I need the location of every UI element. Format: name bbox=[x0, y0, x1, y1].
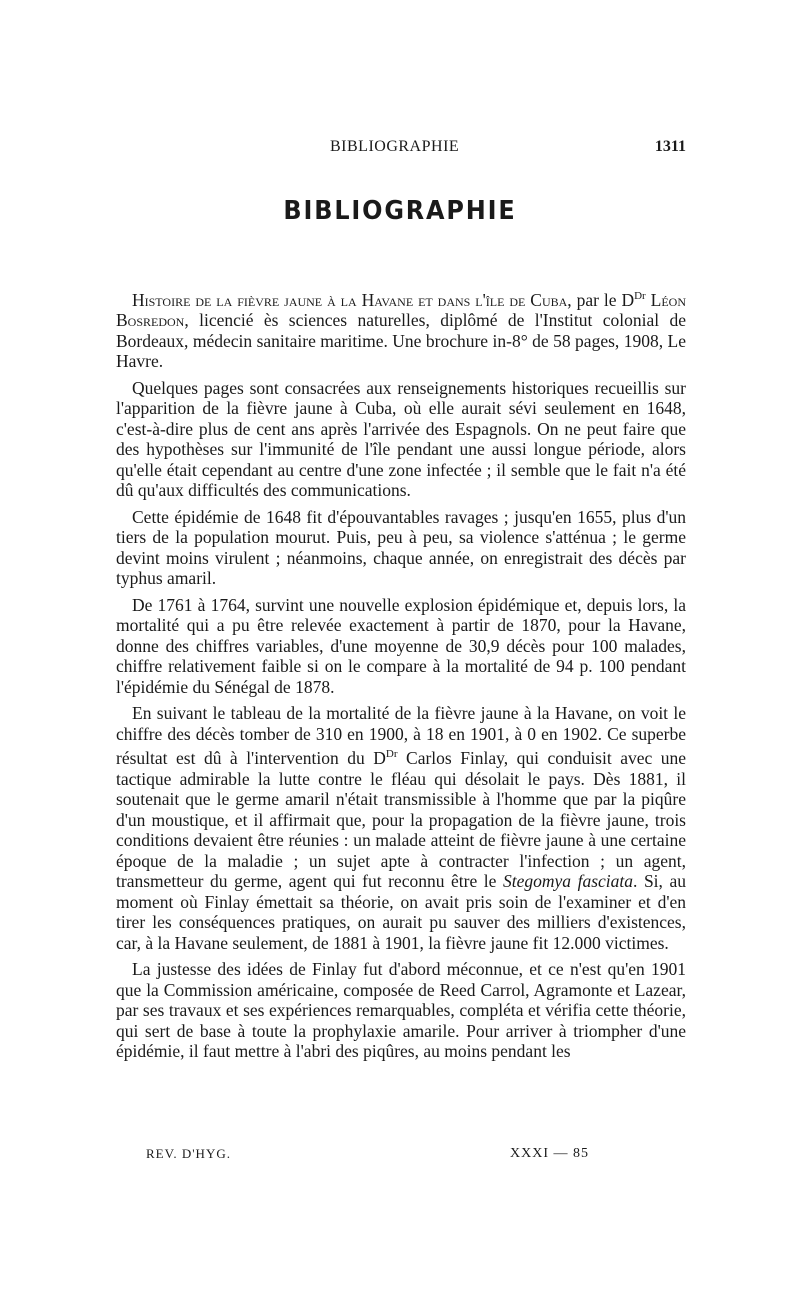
book-title: Histoire de la fièvre jaune à la Havane et dans l'île de Cuba bbox=[132, 289, 568, 310]
entry-details: , licencié ès sciences naturelles, diplômé de l'Institut colonial de Bordeaux, médecin sanitaire maritime. Une brochure in-8° de 58 pages, 1908, Le Havre. bbox=[116, 310, 686, 372]
entry-by: , par le bbox=[567, 289, 622, 310]
bibliographic-entry bbox=[116, 286, 686, 372]
paragraph-4-part-a: En suivant le tableau de la mortalité de la fièvre jaune à la Havane, on voit le chiffre des décès tomber de 310 en 1900, à 18 en 1901, à 0 en 1902. Ce superbe résultat est dû à l'intervention du bbox=[116, 703, 686, 769]
section-title: BIBLIOGRAPHIE bbox=[283, 196, 517, 226]
paragraph-4-part-b: Carlos Finlay, qui conduisit avec une tactique admirable la lutte contre le fléau qui désolait le pays. Dès 1881, il soutenait que le germe amaril n'était transmissible à l'homme que par la piqûre d'un moustique, et il affirmait que, pour la propagation de la fièvre jaune, trois conditions devaient être réunies : un malade atteint de fièvre jaune à une certaine époque de la maladie ; un sujet apte à contracter l'infection ; un agent, transmetteur du germe, agent qui fut reconnu être le bbox=[116, 748, 687, 892]
page-footer bbox=[146, 1146, 626, 1166]
paragraph-5: La justesse des idées de Finlay fut d'abord méconnue, et ce n'est qu'en 1901 que la Commission américaine, composée de Reed Carrol, Agramonte et Lazear, par ses travaux et ses expériences remarquables, compléta et vérifia cette théorie, qui sert de base à toute la prophylaxie amarile. Pour arriver à triompher d'une épidémie, il faut mettre à l'abri des piqûres, au moins pendant les bbox=[116, 959, 686, 1062]
paragraph-3: De 1761 à 1764, survint une nouvelle explosion épidémique et, depuis lors, la mortalité qui a pu être relevée exactement à partir de 1870, pour la Havane, donne des chiffres variables, d'une moyenne de 30,9 décès pour 100 malades, chiffre relativement faible si on le compare à la mortalité de 94 p. 100 pendant l'épidémie du Sénégal de 1878. bbox=[116, 594, 686, 697]
doctor-sup: Dr bbox=[634, 290, 646, 302]
signature-mark: XXXI — 85 bbox=[510, 1146, 589, 1161]
paragraph-4 bbox=[116, 703, 686, 953]
page-number: 1311 bbox=[654, 138, 686, 155]
species-name: Stegomya fasciata bbox=[503, 871, 634, 892]
paragraph-2: Cette épidémie de 1648 fit d'épouvantables ravages ; jusqu'en 1655, plus d'un tiers de la population mourut. Puis, peu à peu, sa violence s'atténua ; le germe devint moins virulent ; néanmoins, chaque année, on enregistrait des décès par typhus amaril. bbox=[116, 506, 686, 589]
running-title: BIBLIOGRAPHIE bbox=[330, 138, 460, 155]
paragraph-1: Quelques pages sont consacrées aux renseignements historiques recueillis sur l'apparition de la fièvre jaune à Cuba, où elle aurait sévi seulement en 1648, c'est-à-dire plus de cent ans après l'arrivée des Espagnols. On ne peut faire que des hypothèses sur l'immunité de l'île pendant une aussi longue période, alors qu'elle était cependant au centre d'une zone infectée ; il semble que le fait n'a été dû qu'aux difficultés des communications. bbox=[116, 377, 686, 501]
running-head bbox=[130, 138, 686, 160]
journal-abbrev: REV. D'HYG. bbox=[146, 1146, 231, 1161]
doctor-sup-2: Dr bbox=[385, 748, 398, 761]
doctor-abbrev: $D^{Dr}$ bbox=[621, 289, 646, 310]
author-name: Léon Bosredon bbox=[116, 289, 686, 331]
doctor-abbrev-2: $D^{Dr}$ bbox=[373, 748, 398, 769]
paragraph-4-part-c: . Si, au moment où Finlay émettait sa théorie, on avait pris soin de l'examiner et d'en tirer les conséquences pratiques, on aurait pu sauver des milliers d'existences, car, à la Havane seulement, de 1881 à 1901, la fièvre jaune fit 12.000 victimes. bbox=[116, 871, 686, 953]
article-body bbox=[116, 286, 686, 1068]
